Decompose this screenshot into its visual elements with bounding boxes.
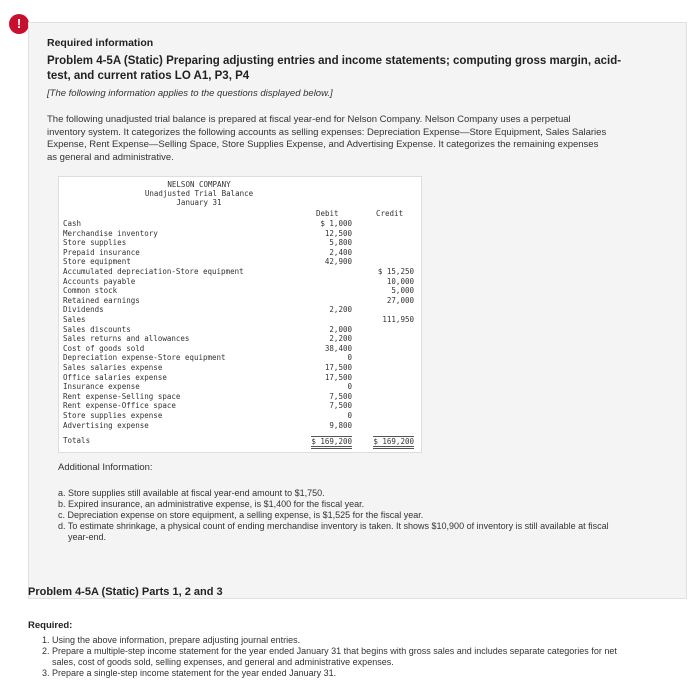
- tb-debit: 38,400: [324, 343, 352, 353]
- tb-account: Rent expense-Selling space: [63, 391, 181, 401]
- tb-account: Sales returns and allowances: [63, 334, 190, 344]
- tb-account: Accounts payable: [63, 276, 136, 286]
- tb-row: [63, 267, 418, 276]
- additional-item: a. Store supplies still available at fiscal year-end amount to $1,750.: [58, 488, 325, 498]
- tb-account: Rent expense-Office space: [63, 401, 176, 411]
- tb-total-debit: $ 169,200: [311, 436, 352, 449]
- tb-total-credit: $ 169,200: [373, 436, 414, 449]
- tb-account: Accumulated depreciation-Store equipment: [63, 267, 244, 276]
- tb-account: Retained earnings: [63, 295, 140, 305]
- tb-debit: 12,500: [324, 228, 352, 238]
- tb-row: [63, 315, 418, 324]
- required-item: 3. Prepare a single-step income statement for the year ended January 31.: [42, 668, 337, 678]
- tb-credit-header: Credit: [376, 209, 404, 218]
- tb-row: [63, 277, 418, 286]
- additional-item: d. To estimate shrinkage, a physical count of ending merchandise inventory is taken. It shows $10,900 of inventory is still available at fiscal year-end.: [58, 521, 609, 542]
- tb-account: Dividends: [63, 305, 104, 315]
- tb-credit: 10,000: [386, 276, 414, 286]
- tb-row: [63, 401, 418, 410]
- required-list: [42, 635, 642, 679]
- tb-account: Depreciation expense-Store equipment: [63, 353, 226, 363]
- tb-debit: $ 1,000: [320, 219, 352, 228]
- trial-balance-image: [58, 176, 422, 453]
- tb-row: [63, 421, 418, 430]
- additional-item: b. Expired insurance, an administrative expense, is $1,400 for the fiscal year.: [58, 499, 365, 509]
- tb-debit: 0: [347, 411, 352, 420]
- tb-credit: 5,000: [391, 286, 414, 296]
- tb-row: [63, 219, 418, 228]
- tb-row: [63, 229, 418, 238]
- tb-account: Common stock: [63, 286, 118, 296]
- tb-debit: 42,900: [324, 257, 352, 267]
- tb-account: Store equipment: [63, 257, 131, 267]
- tb-totals-label: Totals: [63, 436, 91, 445]
- parts-title: Problem 4-5A (Static) Parts 1, 2 and 3: [28, 586, 223, 598]
- problem-title: Problem 4-5A (Static) Preparing adjusting entries and income statements; computing gross margin, acid-test, and current ratios LO A1, P3, P4: [47, 55, 622, 82]
- tb-account: Cash: [63, 219, 82, 228]
- tb-row: [63, 373, 418, 382]
- tb-row: [63, 382, 418, 391]
- alert-icon: !: [9, 14, 29, 34]
- tb-account: Sales: [63, 315, 86, 324]
- tb-row: [63, 353, 418, 362]
- tb-row: [63, 344, 418, 353]
- tb-row: [63, 305, 418, 314]
- tb-debit: 7,500: [329, 391, 352, 401]
- tb-row: [63, 296, 418, 305]
- tb-account: Advertising expense: [63, 420, 149, 430]
- tb-row: [63, 248, 418, 257]
- tb-account: Sales salaries expense: [63, 363, 163, 372]
- tb-debit: 17,500: [324, 363, 352, 372]
- tb-row: [63, 238, 418, 247]
- tb-debit: 17,500: [324, 372, 352, 382]
- info-note: [The following information applies to the questions displayed below.]: [47, 88, 333, 99]
- additional-item: c. Depreciation expense on store equipment, a selling expense, is $1,525 for the fiscal year.: [58, 510, 424, 520]
- tb-debit: 2,200: [329, 305, 352, 315]
- tb-debit: 2,200: [329, 334, 352, 344]
- required-item: 1. Using the above information, prepare adjusting journal entries.: [42, 635, 301, 645]
- tb-account: Insurance expense: [63, 382, 140, 392]
- tb-row: [63, 363, 418, 372]
- additional-info-heading: Additional Information:: [58, 462, 153, 473]
- tb-totals-row: [63, 436, 418, 445]
- tb-account: Prepaid insurance: [63, 247, 140, 257]
- additional-info-list: [58, 488, 618, 543]
- required-heading: Required:: [28, 620, 73, 631]
- tb-row: [63, 334, 418, 343]
- tb-debit: 2,000: [329, 324, 352, 334]
- tb-debit: 0: [347, 382, 352, 392]
- tb-row: [63, 257, 418, 266]
- tb-debit-header: Debit: [316, 209, 339, 218]
- tb-title: Unadjusted Trial Balance: [144, 189, 254, 198]
- tb-account: Sales discounts: [63, 324, 131, 334]
- intro-paragraph: The following unadjusted trial balance is prepared at fiscal year-end for Nelson Company. Nelson Company uses a perpetual inventory system. It categorizes the following accounts as selling expenses: Depreciation Expense—Store Equipment, Sales Salaries Expense, Rent Expense—Selling Space, Store Supplies Expense, and Advertising Expense. It categorizes the remaining expenses as general and administrative.: [47, 114, 607, 163]
- tb-debit: 0: [347, 353, 352, 363]
- tb-credit: 27,000: [386, 295, 414, 305]
- tb-row: [63, 392, 418, 401]
- tb-account: Office salaries expense: [63, 372, 167, 382]
- tb-row: [63, 411, 418, 420]
- tb-debit: 9,800: [329, 420, 352, 430]
- tb-row: [63, 325, 418, 334]
- tb-debit: 2,400: [329, 247, 352, 257]
- tb-account: Cost of goods sold: [63, 343, 145, 353]
- tb-row: [63, 286, 418, 295]
- tb-debit: 5,800: [329, 238, 352, 248]
- tb-credit: $ 15,250: [377, 267, 414, 276]
- tb-company: NELSON COMPANY: [167, 180, 231, 189]
- required-information-heading: Required information: [47, 37, 154, 49]
- tb-debit: 7,500: [329, 401, 352, 411]
- tb-credit: 111,950: [382, 315, 414, 324]
- tb-date: January 31: [176, 198, 222, 207]
- tb-account: Merchandise inventory: [63, 228, 158, 238]
- required-item: 2. Prepare a multiple-step income statement for the year ended January 31 that begins with gross sales and includes separate categories for net sales, cost of goods sold, selling expenses, and general and administrative expenses.: [42, 646, 617, 667]
- tb-account: Store supplies expense: [63, 411, 163, 420]
- tb-account: Store supplies: [63, 238, 127, 248]
